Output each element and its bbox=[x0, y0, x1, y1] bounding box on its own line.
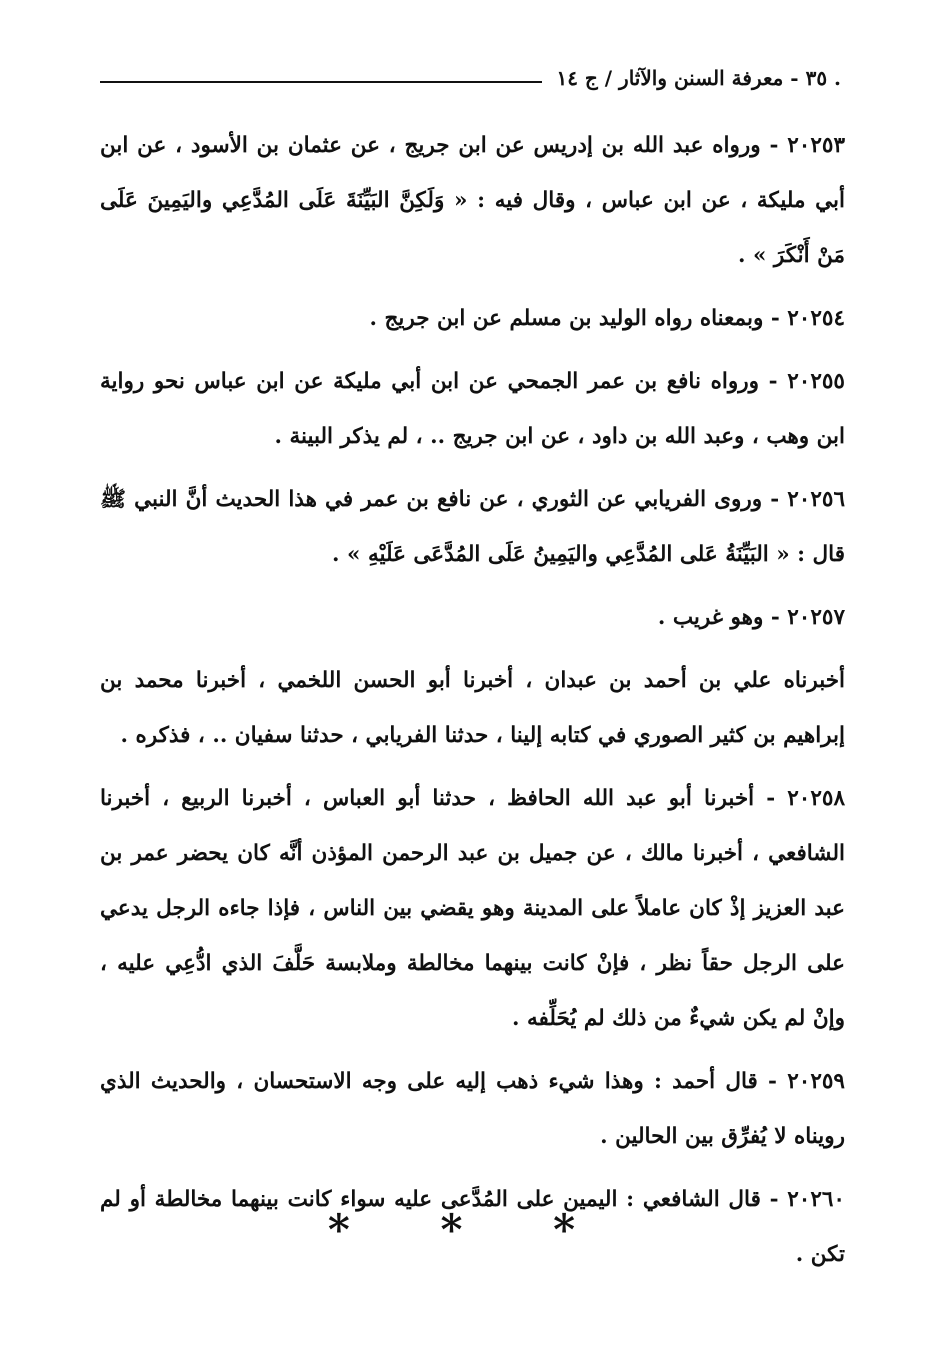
paragraph-number: ٢٠٢٥٦ bbox=[787, 487, 845, 512]
paragraph-number: ٢٠٢٦٠ bbox=[787, 1187, 845, 1212]
paragraph-2258 bbox=[100, 771, 845, 1046]
paragraph-2253 bbox=[100, 118, 845, 283]
header-rule bbox=[100, 81, 542, 83]
paragraph-text: - وبمعناه رواه الوليد بن مسلم عن ابن جريج . bbox=[369, 306, 780, 331]
paragraph-number: ٢٠٢٥٧ bbox=[787, 605, 845, 630]
paragraph-text: - أخبرنا أبو عبد الله الحافظ ، حدثنا أبو العباس ، أخبرنا الربيع ، أخبرنا الشافعي ، أخبرنا مالك ، عن جميل بن عبد الرحمن المؤذن أنَّه كان يحضر عمر بن عبد العزيز إذْ كان عاملاً على المدينة وهو يقضي بين الناس ، فإذا جاءه الرجل يدعي على الرجل حقاً نظر ، فإنْ كانت بينهما مخالطة وملابسة حَلَّفَ الذي ادُّعِي عليه ، وإنْ لم يكن شيءٌ من ذلك لم يُحَلِّفه . bbox=[100, 786, 845, 1031]
page-body bbox=[100, 118, 845, 1290]
paragraph-text: أخبرناه علي بن أحمد بن عبدان ، أخبرنا أبو الحسن اللخمي ، أخبرنا محمد بن إبراهيم بن كثير الصوري في كتابه إلينا ، حدثنا الفريابي ، حدثنا سفيان .. ، فذكره . bbox=[100, 668, 845, 748]
paragraph-text: - وهو غريب . bbox=[657, 605, 780, 630]
paragraph-text: - ورواه نافع بن عمر الجمحي عن ابن أبي مليكة عن ابن عباس نحو رواية ابن وهب ، وعبد الله بن داود ، عن ابن جريج .. ، لم يذكر البينة . bbox=[100, 369, 845, 449]
paragraph-text: - قال أحمد : وهذا شيء ذهب إليه على وجه الاستحسان ، والحديث الذي رويناه لا يُفرِّق بين الحالين . bbox=[100, 1069, 845, 1149]
running-header: . ٣٥ - معرفة السنن والآثار / ج ١٤ bbox=[556, 66, 841, 90]
paragraph-number: ٢٠٢٥٥ bbox=[787, 369, 845, 394]
paragraph-text: - ورواه عبد الله بن إدريس عن ابن جريج ، عن عثمان بن الأسود ، عن ابن أبي مليكة ، عن ابن عباس ، وقال فيه : « وَلَكِنَّ البَيِّنَةَ عَلَى المُدَّعِي واليَمِينَ عَلَى مَنْ أَنْكَرَ » . bbox=[100, 133, 845, 268]
paragraph-2254 bbox=[100, 291, 845, 346]
paragraph-number: ٢٠٢٥٤ bbox=[787, 306, 845, 331]
paragraph-text: - وروى الفريابي عن الثوري ، عن نافع بن عمر في هذا الحديث أنَّ النبي ﷺ قال : « البَيِّنَةُ عَلى المُدَّعِي واليَمِينُ عَلَى المُدَّعَى عَلَيْهِ » . bbox=[100, 487, 845, 567]
paragraph-number: ٢٠٢٥٩ bbox=[787, 1069, 845, 1094]
paragraph-isnad bbox=[100, 653, 845, 763]
paragraph-2256 bbox=[100, 472, 845, 582]
page-header bbox=[100, 58, 841, 98]
paragraph-2255 bbox=[100, 354, 845, 464]
section-separator: * * * bbox=[327, 1205, 614, 1254]
paragraph-number: ٢٠٢٥٨ bbox=[787, 786, 845, 811]
paragraph-2259 bbox=[100, 1054, 845, 1164]
paragraph-number: ٢٠٢٥٣ bbox=[787, 133, 845, 158]
paragraph-2257 bbox=[100, 590, 845, 645]
paragraph-text: - قال الشافعي : اليمين على المُدَّعى عليه سواء كانت بينهما مخالطة أو لم تكن . bbox=[100, 1187, 845, 1267]
